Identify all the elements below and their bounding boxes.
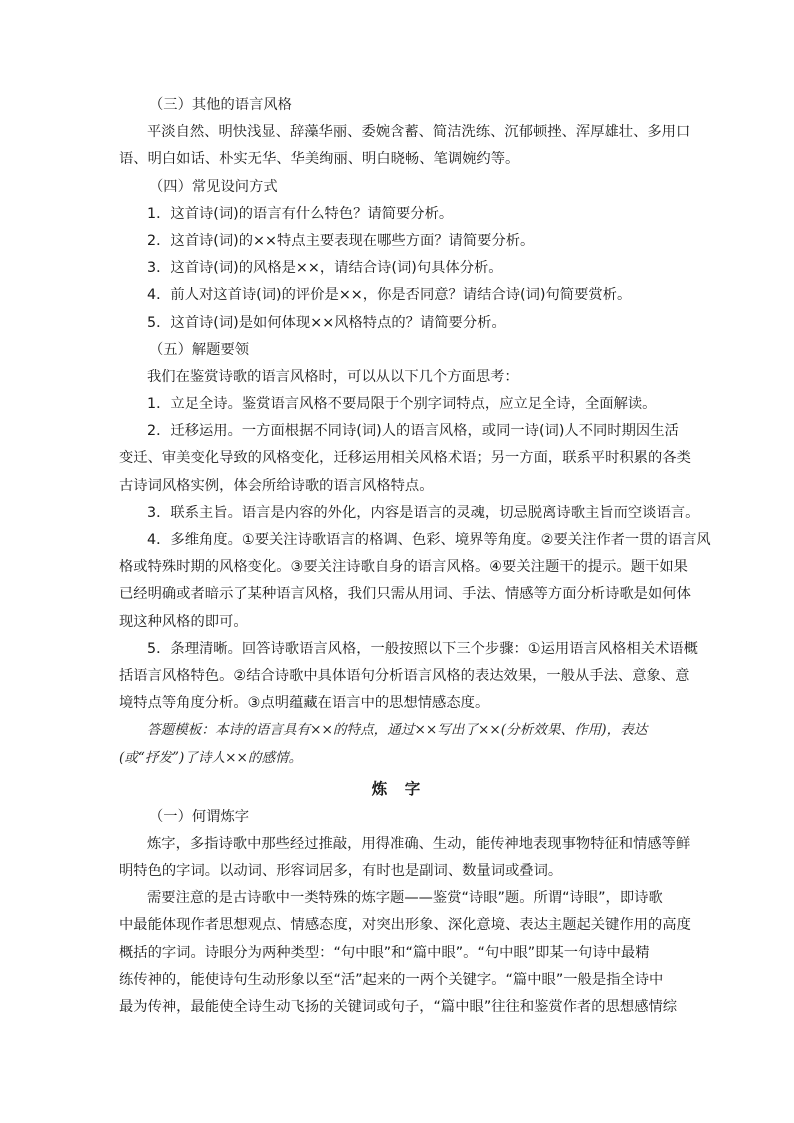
document-page (119, 92, 711, 1021)
answer-template-line: 答题模板：本诗的语言具有××的特点，通过××写出了××(分析效果、作用)，表达 (147, 722, 648, 739)
paragraph-line: 概括的字词。诗眼分为两种类型：“句中眼”和“篇中眼”。“句中眼”即某一句诗中最精 (119, 944, 650, 961)
paragraph-line: 最为传神，最能使全诗生动飞扬的关键词或句子，“篇中眼”往往和鉴赏作者的思想感情综 (119, 999, 678, 1015)
paragraph-line: 境特点等角度分析。③点明蕴藏在语言中的思想情感态度。 (119, 695, 490, 712)
paragraph-line: 需要注意的是古诗歌中一类特殊的炼字题——鉴赏“诗眼”题。所谓“诗眼”，即诗歌 (147, 890, 663, 907)
paragraph-line: 中最能体现作者思想观点、情感态度，对突出形象、深化意境、表达主题起关键作用的高度 (119, 917, 691, 934)
answer-template-line: (或“抒发”)了诗人××的感情。 (119, 749, 303, 766)
section-heading-other-styles: （三）其他的语言风格 (149, 97, 292, 113)
question-item: 1．这首诗(词)的语言有什么特色？请简要分析。 (147, 205, 454, 222)
paragraph-line: 炼字，多指诗歌中那些经过推敲，用得准确、生动，能传神地表现事物特征和情感等鲜 (147, 835, 691, 852)
section-heading-question-forms: （四）常见设问方式 (149, 178, 278, 195)
paragraph-line: 现这种风格的即可。 (119, 613, 248, 630)
paragraph-line: 5．条理清晰。回答诗歌语言风格，一般按照以下三个步骤：①运用语言风格相关术语概 (147, 640, 698, 657)
paragraph-line: 明特色的字词。以动词、形容词居多，有时也是副词、数量词或叠词。 (119, 863, 563, 880)
paragraph-line: 3．联系主旨。语言是内容的外化，内容是语言的灵魂，切忌脱离诗歌主旨而空谈语言。 (147, 504, 700, 521)
paragraph-line: 2．迁移运用。一方面根据不同诗(词)人的语言风格，或同一诗(词)人不同时期因生活 (147, 423, 679, 440)
section-heading-solving-tips: （五）解题要领 (149, 341, 250, 358)
paragraph-line: 1．立足全诗。鉴赏语言风格不要局限于个别字词特点，应立足全诗，全面解读。 (147, 396, 657, 413)
paragraph-line: 括语言风格特色。②结合诗歌中具体语句分析语言风格的表达效果，一般从手法、意象、意 (119, 667, 690, 684)
paragraph-line: 平淡自然、明快浅显、辞藻华丽、委婉含蓄、简洁洗练、沉郁顿挫、浑厚雄壮、多用口 (147, 124, 691, 141)
question-item: 4．前人对这首诗(词)的评价是××，你是否同意？请结合诗(词)句简要赏析。 (147, 287, 632, 304)
paragraph-line: 格或特殊时期的风格变化。③要关注诗歌自身的语言风格。④要关注题干的提示。题干如果 (119, 559, 688, 576)
paragraph-line: 变迁、审美变化导致的风格变化，迁移运用相关风格术语；另一方面，联系平时积累的各类 (119, 450, 691, 467)
section-title-lianzi: 炼 字 (371, 779, 427, 798)
section-heading-what-is-lianzi: （一）何谓炼字 (149, 808, 250, 825)
paragraph-line: 练传神的，能使诗句生动形象以至“活”起来的一两个关键字。“篇中眼”一般是指全诗中 (119, 971, 664, 988)
paragraph-line: 4．多维角度。①要关注诗歌语言的格调、色彩、境界等角度。②要关注作者一贯的语言风 (147, 532, 711, 548)
question-item: 3．这首诗(词)的风格是××，请结合诗(词)句具体分析。 (147, 260, 503, 277)
paragraph-line: 古诗词风格实例，体会所给诗歌的语言风格特点。 (119, 477, 434, 494)
paragraph-line: 语、明白如话、朴实无华、华美绚丽、明白晓畅、笔调婉约等。 (119, 151, 520, 168)
paragraph-line: 已经明确或者暗示了某种语言风格，我们只需从用词、手法、情感等方面分析诗歌是如何体 (119, 586, 691, 603)
question-item: 2．这首诗(词)的××特点主要表现在哪些方面？请简要分析。 (147, 232, 535, 249)
question-item: 5．这首诗(词)是如何体现××风格特点的？请简要分析。 (147, 314, 506, 331)
paragraph-line: 我们在鉴赏诗歌的语言风格时，可以从以下几个方面思考： (147, 368, 519, 385)
